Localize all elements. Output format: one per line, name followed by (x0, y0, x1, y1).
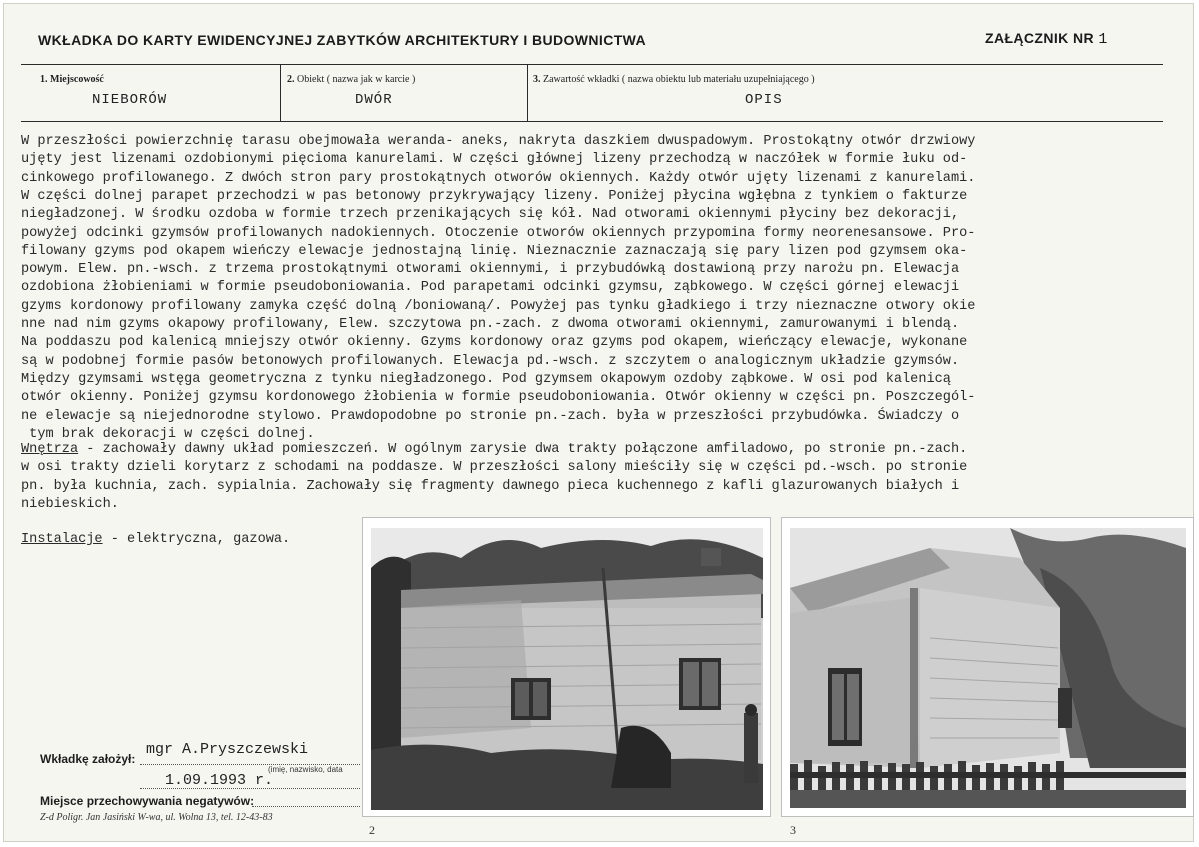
field-1-number: 1. (40, 74, 48, 85)
negatives-line (252, 806, 360, 807)
text-line: niebieskich. (21, 496, 119, 512)
header-divider-1 (280, 64, 281, 121)
created-date-line (140, 788, 360, 789)
text-line: nne nad nim gzyms okapowy profilowany, Elew. szczytowa pn.-zach. z dwoma otworami okiennymi, zamurowanymi i blendą. (21, 317, 960, 332)
annex-text: ZAŁĄCZNIK NR (985, 30, 1095, 46)
text-line: powyżej odcinki gzymsów profilowanych nadokiennych. Otoczenie otworów okiennych przypomina formy neorenesansowe. Pro- (21, 225, 976, 241)
location-value: NIEBORÓW (92, 92, 168, 108)
text-line: są w podobnej formie pasów betonowych profilowanych. Elewacja pd.-wsch. z szczytem o analogicznym układzie gzymsów. (21, 353, 960, 369)
text-line: W przeszłości powierzchnię tarasu obejmowała weranda- aneks, nakryta daszkiem dwuspadowym. Prostokątny otwór drzwiowy (21, 134, 976, 149)
installations-lead: Instalacje (21, 532, 103, 547)
header-top-rule (21, 64, 1163, 65)
annex-label (985, 30, 1108, 48)
text-line: otwór okienny. Poniżej gzymsu kordonowego żłobienia w formie pseudoboniowania. Otwór okienny w części pn. Poszczegól- (21, 390, 976, 406)
photo-1 (362, 517, 771, 837)
field-3-label (533, 74, 815, 85)
field-1-label (40, 74, 104, 85)
field-2-number: 2. (287, 74, 295, 85)
created-by-hint: (imię, nazwisko, data (268, 765, 343, 774)
annex-number: 1 (1098, 31, 1108, 48)
created-date: 1.09.1993 r. (165, 772, 274, 789)
field-3-title: Zawartość wkładki ( nazwa obiektu lub materiału uzupełniającego ) (543, 74, 815, 85)
photo-2-image (790, 528, 1186, 808)
created-by-label: Wkładkę założył: (40, 752, 136, 766)
text-line: Na poddaszu pod kalenicą mniejszy otwór okienny. Gzyms kordonowy oraz gzyms pod okapem, wieńczący elewacje, wykonane (21, 335, 968, 351)
text-line: W części dolnej parapet przechodzi w pas betonowy przykrywający lizeny. Poniżej płycina wgłębna z tynkiem o fakturze (21, 188, 968, 204)
interior-first-rest: - zachowały dawny układ pomieszczeń. W ogólnym zarysie dwa trakty połączone amfiladowo, po stronie pn.-zach. (78, 442, 968, 457)
field-3-number: 3. (533, 74, 541, 85)
header-bottom-rule (21, 121, 1163, 122)
text-line: niegładzonej. W środku ozdoba w formie trzech przenikających się kół. Nad otworami okiennymi płyciny bez dekoracji, (21, 207, 960, 223)
object-value: DWÓR (355, 92, 393, 108)
text-line: w osi trakty dzieli korytarz z schodami na poddasze. W przeszłości salony mieściły się w części pd.-wsch. po stronie (21, 460, 968, 476)
photo-2 (781, 517, 1194, 837)
printer-imprint: Z-d Poligr. Jan Jasiński W-wa, ul. Wolna 13, tel. 12-43-83 (40, 812, 273, 823)
photo-1-image (371, 528, 763, 810)
field-2-title: Obiekt ( nazwa jak w karcie ) (297, 74, 416, 85)
field-1-title: Miejscowość (50, 74, 104, 85)
text-line: ozdobiona żłobieniami w formie pseudoboniowania. Pod parapetami odcinki gzymsu, ząbkowego. W części górnej elewacji (21, 280, 960, 296)
text-line: Między gzymsami wstęga geometryczna z tynku niegładzonego. Pod gzymsem okapowym ozdoby ząbkowe. W osi pod kalenicą (21, 371, 951, 387)
form-title: WKŁADKA DO KARTY EWIDENCYJNEJ ZABYTKÓW ARCHITEKTURY I BUDOWNICTWA (38, 32, 647, 48)
text-line: ne elewacje są niejednorodne stylowo. Prawdopodobne po stronie pn.-zach. była w przeszłości przybudówka. Świadczy o (21, 408, 960, 424)
created-by-name: mgr A.Pryszczewski (146, 741, 309, 758)
content-value: OPIS (745, 92, 783, 108)
installations-line (21, 531, 290, 549)
text-line: gzyms kordonowy profilowany zamyka część dolną /boniowaną/. Powyżej pas tynku gładkiego i trzy nieznaczne otwory okie (21, 298, 976, 314)
negatives-label: Miejsce przechowywania negatywów: (40, 794, 255, 808)
field-2-label (287, 74, 415, 85)
interior-lead: Wnętrza (21, 442, 79, 457)
text-line: cinkowego profilowanego. Z dwóch stron pary prostokątnych otworów okiennych. Każdy otwór ujęty lizenami z kanurelami. (21, 170, 976, 186)
text-line: ujęty jest lizenami ozdobionymi pięcioma kanurelami. W części głównej lizeny przechodzą w naczółek w formie łuku od- (21, 152, 968, 168)
text-line: tym brak dekoracji w części dolnej. (21, 426, 315, 442)
interior-first-line (21, 441, 967, 459)
text-line: pn. była kuchnia, zach. sypialnia. Zachowały się fragmenty dawnego pieca kuchennego z kafli glazurowanych białych i (21, 478, 960, 494)
text-line: powym. Elew. pn.-wsch. z trzema prostokątnymi otworami okiennymi, i przybudówką dostawioną przy narożu pn. Elewacja (21, 262, 960, 278)
photo-1-number: 2 (369, 823, 375, 837)
photo-2-number: 3 (790, 823, 796, 837)
header-divider-2 (527, 64, 528, 121)
installations-rest: - elektryczna, gazowa. (102, 532, 291, 547)
text-line: filowany gzyms pod okapem wieńczy elewacje jednostajną linię. Nieznacznie zaznaczają się pary lizen pod gzymsem oka- (21, 243, 968, 259)
